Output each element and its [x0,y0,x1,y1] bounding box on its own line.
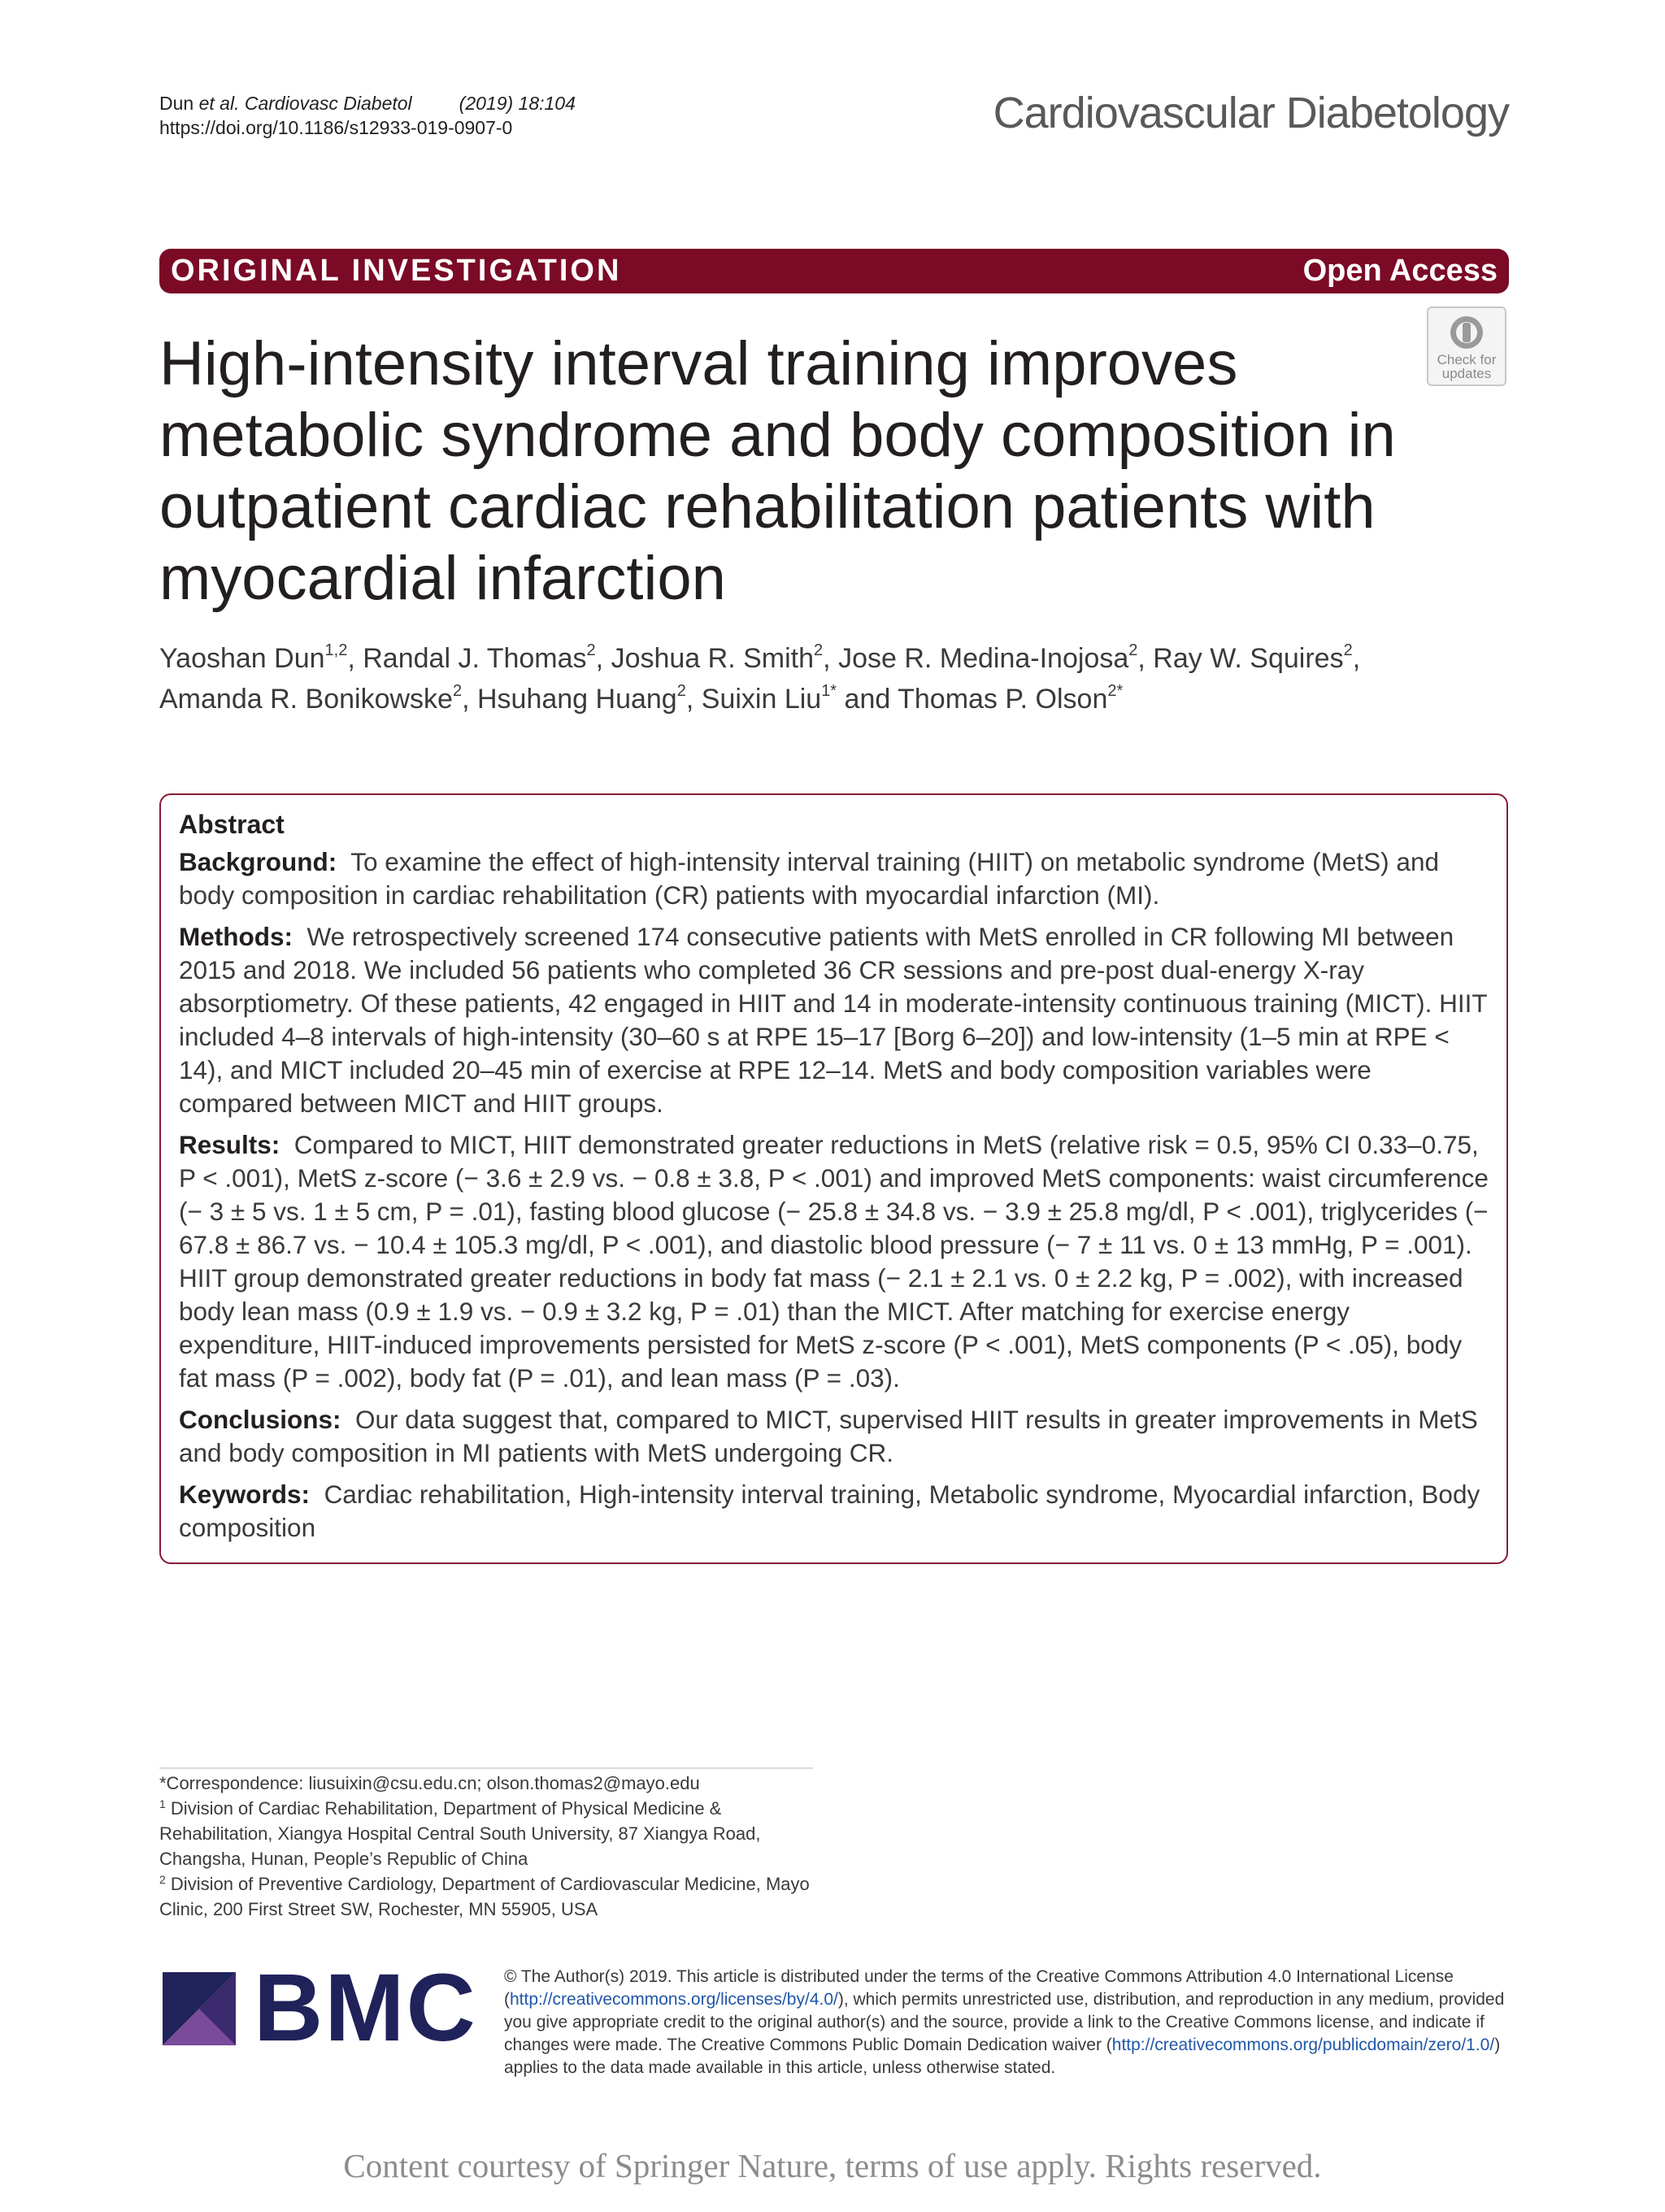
bmc-logo [163,1954,477,2062]
abstract-box [159,793,1508,1564]
conclusions-text: Our data suggest that, compared to MICT, supervised HIIT results in greater improvements in MetS and body composition in MI patients with MetS undergoing CR. [179,1405,1478,1467]
keywords-text: Cardiac rehabilitation, High-intensity interval training, Metabolic syndrome, Myocardial infarction, Body composition [179,1480,1480,1542]
license-part-3: ) applies to the data made available in this article, unless otherwise stated. [504,2036,1501,2077]
citation-header [159,91,576,140]
article-type-label: ORIGINAL INVESTIGATION [171,254,622,288]
journal-name: Cardiovascular Diabetology [993,89,1509,137]
author-affiliation-marker: 1,2 [324,641,348,659]
abstract-heading: Abstract [179,810,285,839]
footnotes [159,1771,826,1922]
springer-watermark: Content courtesy of Springer Nature, terms of use apply. Rights reserved. [343,2147,1322,2184]
badge-line-1: Check for [1437,352,1497,367]
license-text [504,1966,1516,2079]
license-part-1: © The Author(s) 2019. This article is distributed under the terms of the Creative Commons Attribution 4.0 International License ( [504,1967,1454,2009]
author-affiliation-marker: 2 [1343,641,1353,659]
results-text: Compared to MICT, HIIT demonstrated greater reductions in MetS (relative risk = 0.5, 95% CI 0.33–0.75, P < .001), MetS z-score (− 3.6 ± 2.9 vs. − 0.8 ± 3.8, P < .001) and improved MetS components: waist circumference (− 3 ± 5 vs. 1 ± 5 cm, P = .01), fasting blood glucose (− 25.8 ± 34.8 vs. − 3.9 ± 25.8 mg/dl, P < .001), triglycerides (− 67.8 ± 86.7 vs. − 10.4 ± 105.3 mg/dl, P < .001), and diastolic blood pressure (− 7 ± 11 vs. 0 ± 13 mmHg, P = .001). HIIT group demonstrated greater reductions in body fat mass (− 2.1 ± 2.1 vs. 0 ± 2.2 kg, P = .002), with increased body lean mass (0.9 ± 1.9 vs. − 0.9 ± 3.2 kg, P = .01) than the MICT. After matching for exercise energy expenditure, HIIT-induced improvements persisted for MetS z-score (P < .001), MetS components (P < .05), body fat mass (P = .002), body fat (P = .01), and lean mass (P = .03). [179,1130,1489,1393]
citation-author: Dun [159,93,199,114]
abstract-results [179,1128,1489,1395]
abstract-background [179,845,1489,912]
affiliation-2-number: 2 [159,1873,166,1886]
bmc-logo-mark-icon [163,1972,236,2045]
author-affiliation-marker: 2 [586,641,596,659]
abstract-keywords [179,1478,1489,1545]
license-part-2: ), which permits unrestricted use, distribution, and reproduction in any medium, provided you give appropriate credit to the original author(s) and the source, provide a link to the Creative Commons license, and indicate if changes were made. The Creative Commons Public Domain Dedication waiver ( [504,1990,1505,2054]
open-access-label: Open Access [1302,254,1498,288]
citation-line [159,91,576,115]
affiliation-2-text: Division of Preventive Cardiology, Department of Cardiovascular Medicine, Mayo Clinic, 200 First Street SW, Rochester, MN 55905, USA [159,1874,810,1919]
footnote-divider [159,1767,813,1769]
author-affiliation-marker: 2 [814,641,824,659]
author-name: Ray W. Squires [1153,643,1344,674]
author-name: Joshua R. Smith [611,643,815,674]
background-text: To examine the effect of high-intensity interval training (HIIT) on metabolic syndrome (MetS) and body composition in cardiac rehabilitation (CR) patients with myocardial infarction (MI). [179,847,1439,910]
badge-line-2: updates [1441,366,1492,381]
affiliation-1-number: 1 [159,1797,166,1810]
article-title: High-intensity interval training improves metabolic syndrome and body composition in outpatient cardiac rehabilitation patients with myocardial infarction [159,329,1396,613]
author-list: Yaoshan Dun$^{1,2}$, Randal J. Thomas$^2$, Joshua R. Smith$^2$, Jose R. Medina-Inojosa$^2$, Ray W. Squires$^2$, Amanda R. Bonikowske$^2$, Hsuhang Huang$^2$, Suixin Liu$^{1*}$ and Thomas P. Olson$^{2*}$ [159,641,1361,715]
check-updates-icon [1449,315,1485,350]
affiliation-2 [159,1871,826,1922]
conclusions-label: Conclusions: [179,1405,341,1434]
author-name: Thomas P. Olson [898,684,1108,715]
author-name: Jose R. Medina-Inojosa [838,643,1129,674]
abstract-methods [179,920,1489,1120]
author-name: Randal J. Thomas [363,643,587,674]
section-bar [159,249,1509,293]
keywords-label: Keywords: [179,1480,311,1509]
author-affiliation-marker: 1* [821,682,837,700]
affiliation-1-text: Division of Cardiac Rehabilitation, Department of Physical Medicine & Rehabilitation, Xiangya Hospital Central South University, 87 Xiangya Road, Changsha, Hunan, People’s Republic of China [159,1798,761,1869]
bmc-logo-text: BMC [254,1954,477,2062]
methods-text: We retrospectively screened 174 consecutive patients with MetS enrolled in CR following MI between 2015 and 2018. We included 56 patients who completed 36 CR sessions and pre-post dual-energy X-ray absorptiometry. Of these patients, 42 engaged in HIIT and 14 in moderate-intensity continuous training (MICT). HIIT included 4–8 intervals of high-intensity (30–60 s at RPE 15–17 [Borg 6–20]) and low-intensity (1–5 min at RPE < 14), and MICT included 20–45 min of exercise at RPE 12–14. MetS and body composition variables were compared between MICT and HIIT groups. [179,922,1488,1118]
abstract-conclusions [179,1403,1489,1470]
license-link-cc-zero[interactable]: http://creativecommons.org/publicdomain/zero/1.0/ [1111,2036,1495,2054]
author-name: Yaoshan Dun [159,643,325,674]
affiliation-1 [159,1796,826,1871]
author-name: Amanda R. Bonikowske [159,684,453,715]
author-name: Suixin Liu [701,684,822,715]
methods-label: Methods: [179,922,293,951]
doi-link[interactable]: https://doi.org/10.1186/s12933-019-0907-0 [159,117,513,138]
author-affiliation-marker: 2 [452,682,463,700]
correspondence: *Correspondence: liusuixin@csu.edu.cn; olson.thomas2@mayo.edu [159,1773,700,1793]
author-affiliation-marker: 2 [1128,641,1138,659]
background-label: Background: [179,847,337,876]
citation-year: (2019) 18:104 [459,93,576,114]
author-affiliation-marker: 2 [676,682,686,700]
check-for-updates-badge[interactable] [1427,306,1506,386]
author-name: Hsuhang Huang [476,684,677,715]
author-affiliation-marker: 2* [1107,682,1124,700]
results-label: Results: [179,1130,280,1159]
citation-journal: et al. Cardiovasc Diabetol [198,93,412,114]
license-link-cc-by[interactable]: http://creativecommons.org/licenses/by/4.0/ [510,1990,838,2009]
